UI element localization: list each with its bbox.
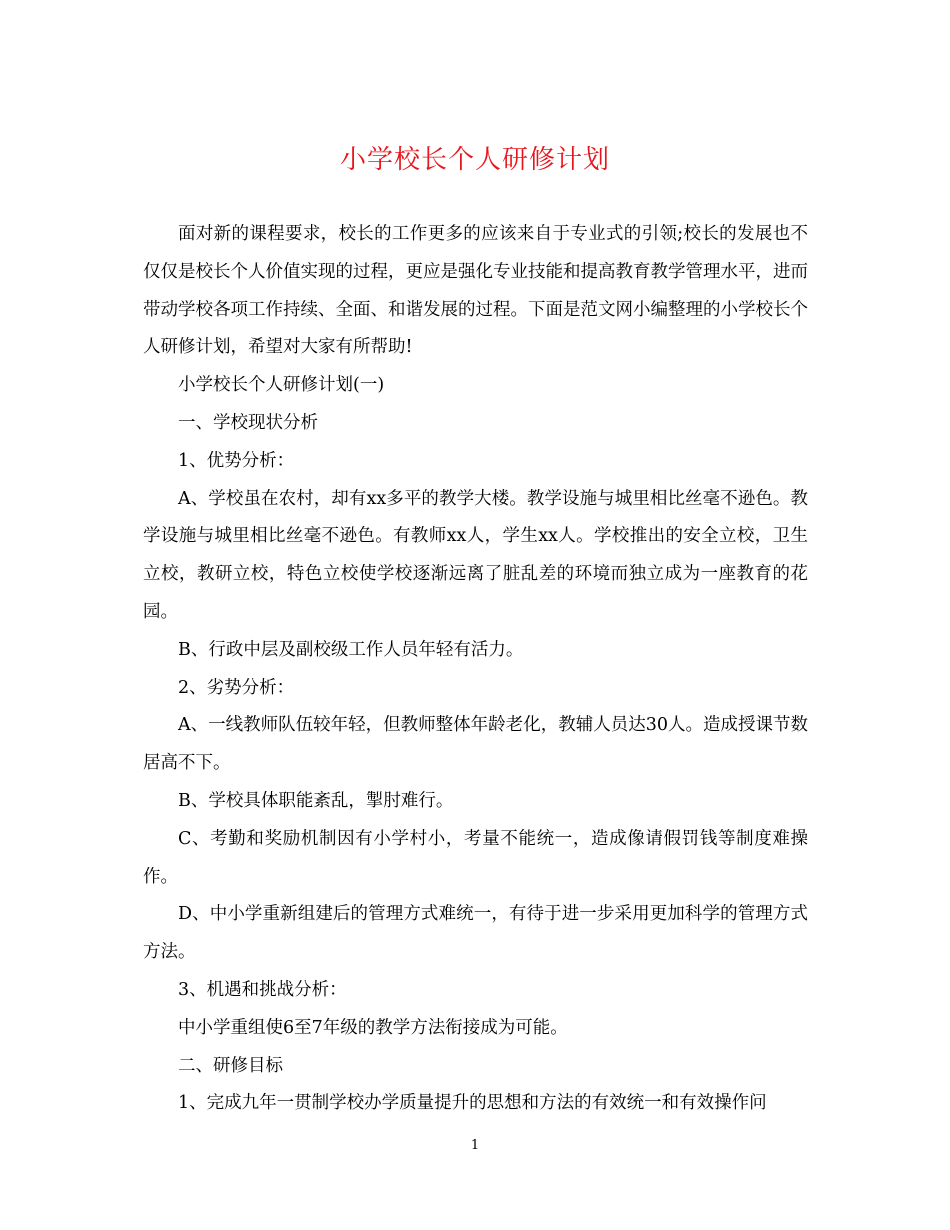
subheading-disadvantages: 2、劣势分析： <box>178 677 295 698</box>
document-body <box>143 216 808 1123</box>
opportunity-paragraph: 中小学重组使6至7年级的教学方法衔接成为可能。 <box>178 1017 568 1038</box>
disadvantage-item-a: A、一线教师队伍较年轻，但教师整体年龄老化，教辅人员达30人。造成授课节数居高不下。 <box>143 715 808 774</box>
advantage-item-b: B、行政中层及副校级工作人员年轻有活力。 <box>178 639 524 660</box>
intro-paragraph: 面对新的课程要求，校长的工作更多的应该来自于专业式的引领;校长的发展也不仅仅是校长个人价值实现的过程，更应是强化专业技能和提高教育教学管理水平，进而带动学校各项工作持续、全面、和谐发展的过程。下面是范文网小编整理的小学校长个人研修计划，希望对大家有所帮助! <box>143 224 808 358</box>
section-heading-status-analysis: 一、学校现状分析 <box>178 412 318 433</box>
advantage-item-a: A、学校虽在农村，却有xx多平的教学大楼。教学设施与城里相比丝毫不逊色。教学设施与城里相比丝毫不逊色。有教师xx人，学生xx人。学校推出的安全立校，卫生立校，教研立校，特色立校使学校逐渐远离了脏乱差的环境而独立成为一座教育的花园。 <box>143 488 808 622</box>
section-heading-plan-one: 小学校长个人研修计划(一) <box>178 375 385 396</box>
disadvantage-item-d: D、中小学重新组建后的管理方式难统一，有待于进一步采用更加科学的管理方式方法。 <box>143 904 808 963</box>
subheading-opportunities: 3、机遇和挑战分析： <box>178 979 347 1000</box>
page-number: 1 <box>470 1138 480 1153</box>
disadvantage-item-b: B、学校具体职能紊乱，掣肘难行。 <box>178 790 454 811</box>
section-heading-goals: 二、研修目标 <box>178 1055 283 1076</box>
disadvantage-item-c: C、考勤和奖励机制因有小学村小，考量不能统一，造成像请假罚钱等制度难操作。 <box>143 828 808 887</box>
subheading-advantages: 1、优势分析： <box>178 450 295 471</box>
document-title: 小学校长个人研修计划 <box>339 145 610 175</box>
goal-item-1: 1、完成九年一贯制学校办学质量提升的思想和方法的有效统一和有效操作问 <box>178 1093 767 1114</box>
